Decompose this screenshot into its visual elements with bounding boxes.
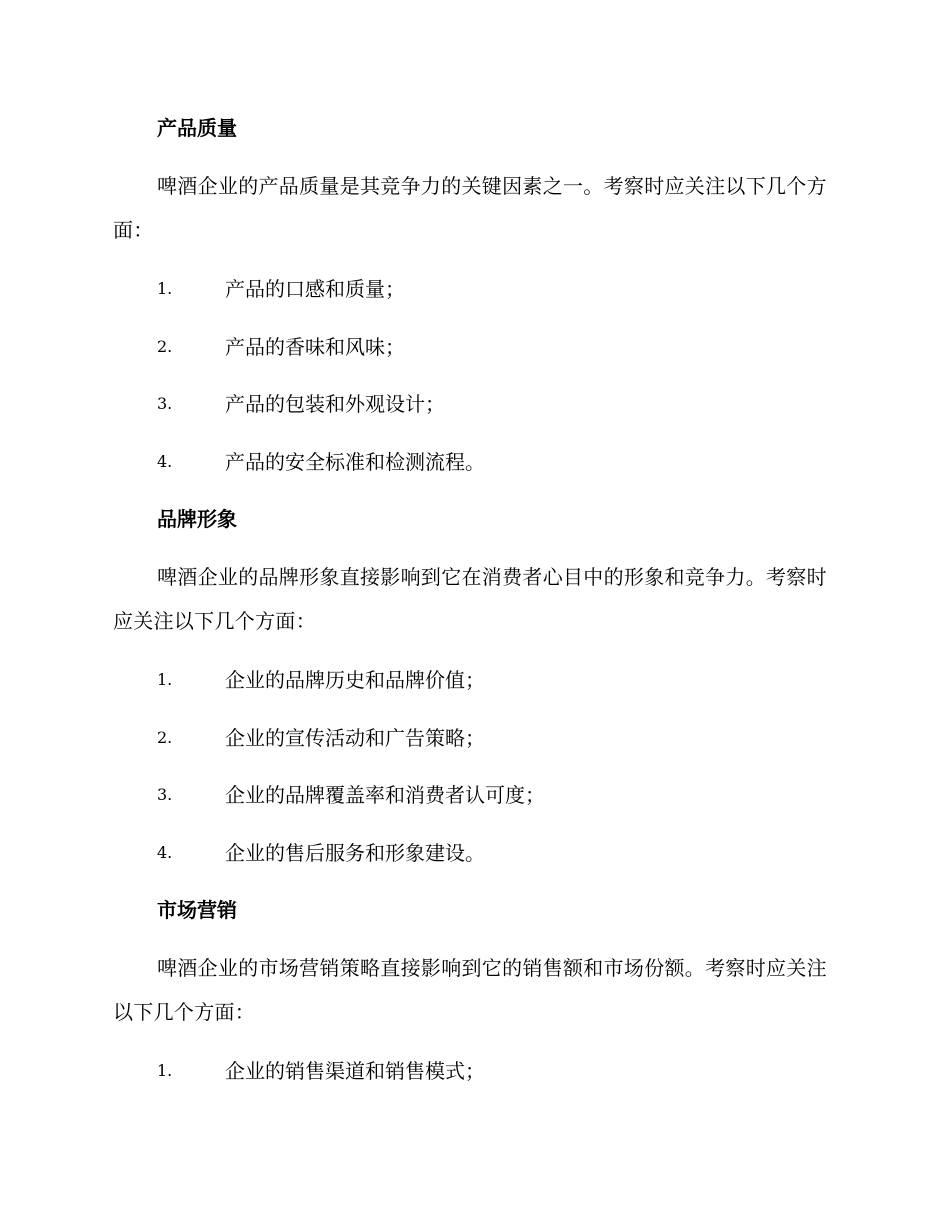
- list-item: [113, 1051, 833, 1091]
- list-text: 产品的包装和外观设计；: [225, 392, 445, 416]
- numbered-list: [113, 660, 833, 873]
- document-page: [113, 108, 833, 1109]
- list-text: 企业的品牌覆盖率和消费者认可度；: [225, 783, 545, 807]
- list-number: 2.: [157, 727, 173, 747]
- list-number: 2.: [157, 336, 173, 356]
- list-number: 4.: [157, 451, 173, 471]
- list-text: 企业的销售渠道和销售模式；: [225, 1059, 485, 1083]
- list-item: [113, 833, 833, 873]
- section-paragraph: 啤酒企业的产品质量是其竞争力的关键因素之一。考察时应关注以下几个方面：: [113, 174, 827, 242]
- list-text: 企业的售后服务和形象建设。: [225, 840, 485, 865]
- section-heading: 品牌形象: [157, 507, 237, 531]
- section-heading: 产品质量: [157, 116, 237, 140]
- list-item: [113, 660, 833, 700]
- section-paragraph: 啤酒企业的品牌形象直接影响到它在消费者心目中的形象和竞争力。考察时应关注以下几个方面：: [113, 565, 827, 633]
- section-paragraph: 啤酒企业的市场营销策略直接影响到它的销售额和市场份额。考察时应关注以下几个方面：: [113, 956, 827, 1024]
- list-number: 1.: [157, 670, 173, 689]
- list-number: 3.: [157, 785, 173, 804]
- section-heading: 市场营销: [157, 898, 237, 922]
- list-number: 1.: [157, 279, 173, 298]
- section-brand-image: [113, 499, 833, 873]
- list-number: 1.: [157, 1061, 173, 1080]
- list-number: 4.: [157, 842, 173, 862]
- list-text: 企业的品牌历史和品牌价值；: [225, 668, 485, 692]
- list-text: 产品的口感和质量；: [225, 277, 405, 301]
- list-text: 产品的香味和风味；: [225, 334, 405, 359]
- list-item: [113, 775, 833, 815]
- list-text: 产品的安全标准和检测流程。: [225, 449, 485, 474]
- list-item: [113, 718, 833, 758]
- section-marketing: [113, 890, 833, 1091]
- numbered-list: [113, 1051, 833, 1091]
- list-item: [113, 269, 833, 309]
- section-product-quality: [113, 108, 833, 482]
- list-item: [113, 384, 833, 424]
- numbered-list: [113, 269, 833, 482]
- list-number: 3.: [157, 394, 173, 413]
- list-item: [113, 442, 833, 482]
- list-text: 企业的宣传活动和广告策略；: [225, 725, 485, 750]
- list-item: [113, 327, 833, 367]
